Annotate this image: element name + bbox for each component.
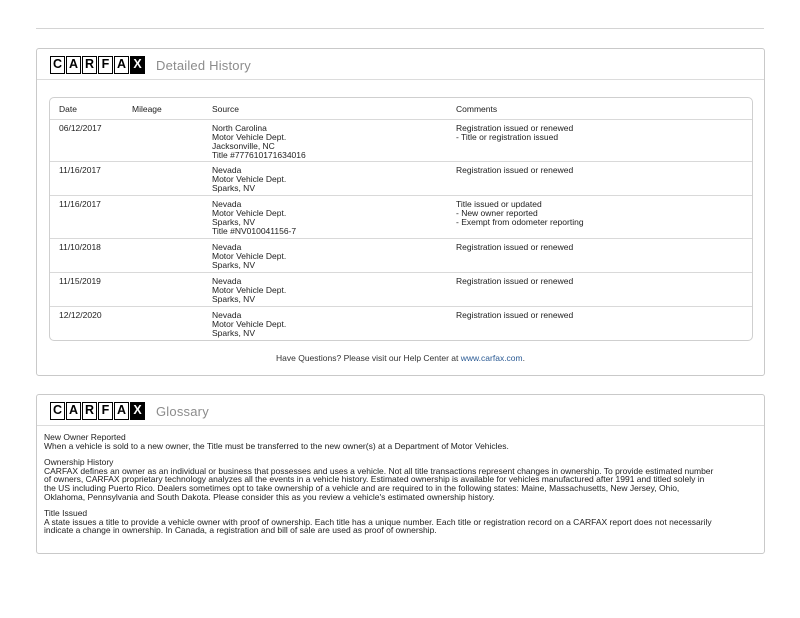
carfax-logo: [50, 402, 146, 420]
record-source: [212, 311, 286, 338]
table-row: [50, 161, 752, 195]
glossary-term: [44, 509, 759, 535]
record-date: 11/10/2018: [59, 242, 101, 252]
term-definition-line: A state issues a title to provide a vehicle owner with proof of ownership. Each title has a unique number. Each title or registration record on a CARFAX report does not necessarily: [44, 516, 712, 527]
column-header-comments: Comments: [456, 104, 498, 114]
logo-letter: A: [66, 402, 81, 420]
record-source: [212, 243, 286, 270]
detailed-history-panel: [36, 48, 765, 376]
logo-letter: A: [66, 56, 81, 74]
source-line: Nevada: [212, 242, 242, 252]
table-row: [50, 119, 752, 161]
logo-letter: C: [50, 56, 65, 74]
term-title: New Owner Reported: [44, 432, 126, 442]
source-line: Nevada: [212, 199, 242, 209]
section-title: Glossary: [156, 403, 209, 419]
term-title: Ownership History: [44, 457, 114, 468]
source-line: Sparks, NV: [212, 260, 255, 270]
record-comments: [456, 243, 573, 252]
record-comments: [456, 311, 573, 320]
source-line: Nevada: [212, 165, 242, 175]
source-line: North Carolina: [212, 123, 267, 133]
comment-line: Title issued or updated: [456, 199, 542, 209]
source-line: Title #777610171634016: [212, 150, 306, 160]
source-line: Motor Vehicle Dept.: [212, 174, 287, 184]
help-text: Have Questions? Please visit our Help Center at: [276, 353, 461, 363]
comment-line: Registration issued or renewed: [456, 276, 574, 286]
logo-letter: F: [98, 56, 113, 74]
record-comments: [456, 166, 573, 175]
comment-line: Registration issued or renewed: [456, 310, 574, 320]
term-definition-line: When a vehicle is sold to a new owner, the Title must be transferred to the new owner(s) at a Department of Motor Vehicles.: [44, 440, 509, 451]
logo-letter: A: [114, 402, 129, 420]
source-line: Nevada: [212, 276, 242, 286]
record-comments: [456, 277, 573, 286]
help-center-link[interactable]: www.carfax.com: [460, 353, 523, 363]
record-date: 11/15/2019: [59, 276, 101, 286]
record-date: 11/16/2017: [59, 199, 101, 209]
record-source: [212, 277, 286, 304]
help-center-note: [37, 353, 764, 363]
record-date: 11/16/2017: [59, 165, 101, 175]
table-row: [50, 272, 752, 306]
table-row: [50, 238, 752, 272]
help-suffix: .: [522, 353, 525, 363]
section-title: Detailed History: [156, 57, 251, 73]
term-definition-line: indicate a change in ownership. In Canada, a registration and bill of sale are used as proof of ownership.: [44, 525, 437, 536]
record-source: [212, 200, 296, 236]
glossary-header: [50, 401, 209, 421]
logo-letter: X: [130, 56, 145, 74]
history-header: [50, 55, 251, 75]
source-line: Sparks, NV: [212, 328, 255, 338]
comment-line: - Exempt from odometer reporting: [456, 217, 584, 227]
glossary-term: [44, 433, 759, 450]
source-line: Motor Vehicle Dept.: [212, 208, 287, 218]
column-header-date: Date: [59, 104, 77, 114]
source-line: Sparks, NV: [212, 183, 255, 193]
logo-letter: R: [82, 56, 97, 74]
glossary-body: [44, 433, 759, 543]
term-definition-line: CARFAX defines an owner as an individual or business that possesses and uses a vehicle. Not all title transactions represent changes in ownership. To provide estimated number: [44, 465, 714, 476]
source-line: Motor Vehicle Dept.: [212, 319, 287, 329]
term-definition-line: the US including Puerto Rico. Dealers sometimes opt to take ownership of a vehicle and are required to in the following states: Maine, Massachusetts, New Jersey, Ohio,: [44, 482, 680, 493]
logo-letter: C: [50, 402, 65, 420]
history-table: [49, 97, 753, 341]
carfax-logo: [50, 56, 146, 74]
record-comments: [456, 124, 573, 142]
record-comments: [456, 200, 584, 227]
source-line: Motor Vehicle Dept.: [212, 251, 287, 261]
comment-line: - New owner reported: [456, 208, 538, 218]
source-line: Nevada: [212, 310, 242, 320]
term-title: Title Issued: [44, 508, 88, 519]
comment-line: Registration issued or renewed: [456, 123, 574, 133]
source-line: Jacksonville, NC: [212, 141, 275, 151]
source-line: Motor Vehicle Dept.: [212, 132, 287, 142]
term-definition-line: Oklahoma, Pennsylvania and South Dakota. Please consider this as you review a vehicle's estimated ownership history.: [44, 491, 495, 502]
record-date: 12/12/2020: [59, 310, 102, 320]
logo-letter: A: [114, 56, 129, 74]
source-line: Motor Vehicle Dept.: [212, 285, 287, 295]
header-divider: [37, 425, 764, 426]
record-source: [212, 124, 306, 160]
record-source: [212, 166, 286, 193]
glossary-panel: [36, 394, 765, 554]
logo-letter: X: [130, 402, 145, 420]
comment-line: - Title or registration issued: [456, 132, 559, 142]
table-header-row: [50, 98, 752, 119]
logo-letter: R: [82, 402, 97, 420]
logo-letter: F: [98, 402, 113, 420]
comment-line: Registration issued or renewed: [456, 165, 574, 175]
source-line: Sparks, NV: [212, 294, 255, 304]
top-divider: [36, 28, 764, 29]
source-line: Title #NV010041156-7: [212, 226, 297, 236]
table-row: [50, 195, 752, 238]
header-divider: [37, 79, 764, 80]
column-header-source: Source: [212, 104, 239, 114]
source-line: Sparks, NV: [212, 217, 255, 227]
column-header-mileage: Mileage: [132, 104, 162, 114]
table-row: [50, 306, 752, 341]
term-definition-line: of owners, CARFAX proprietary technology analyzes all the events in a vehicle history. Estimated ownership is available for vehicles manufactured after 1991 and titled solely in: [44, 474, 705, 485]
glossary-term: [44, 458, 759, 501]
comment-line: Registration issued or renewed: [456, 242, 574, 252]
record-date: 06/12/2017: [59, 123, 102, 133]
